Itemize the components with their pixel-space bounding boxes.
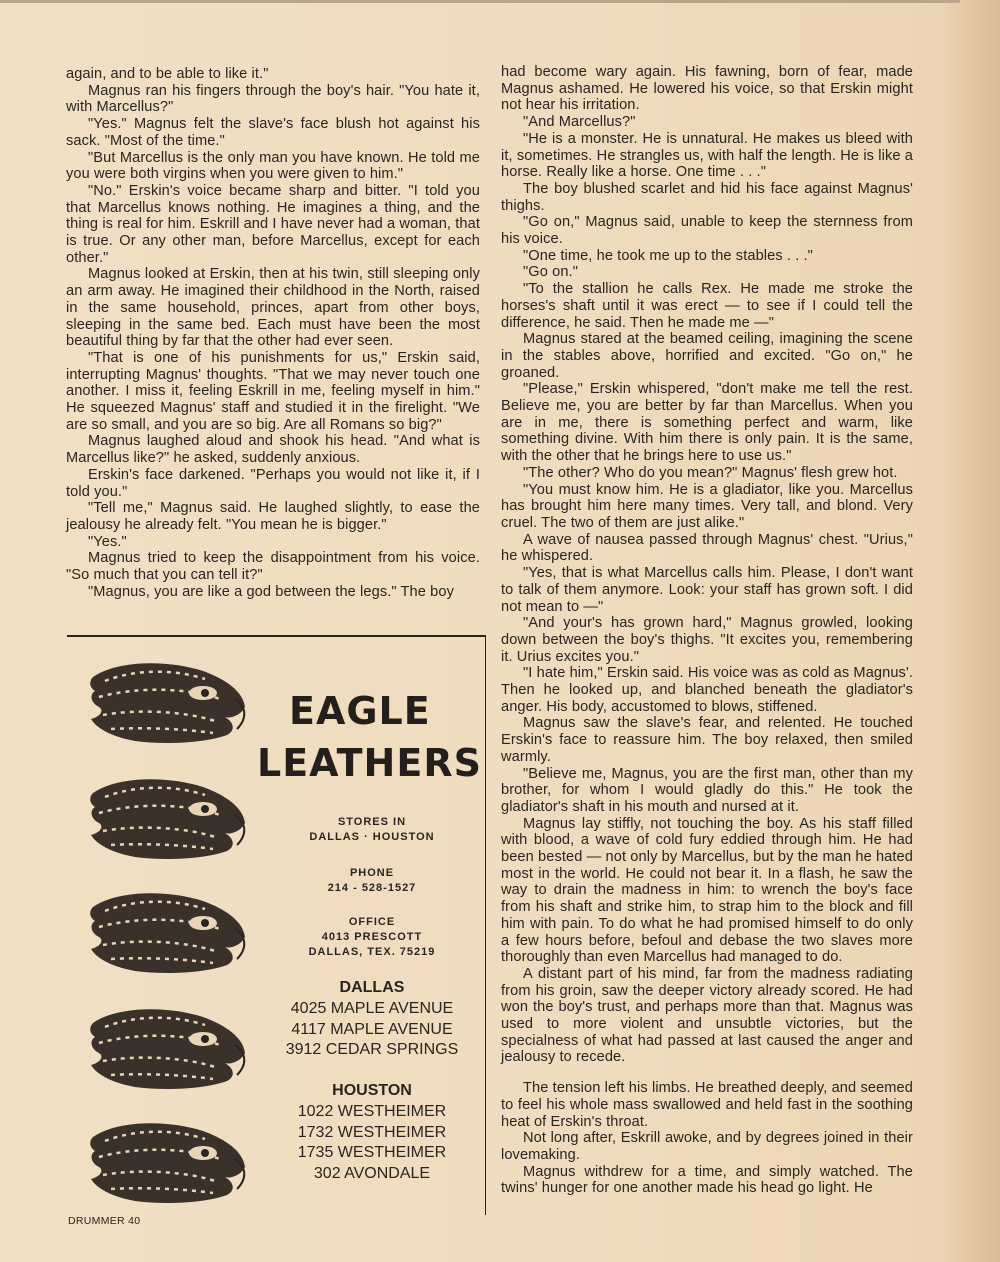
paragraph: "Tell me," Magnus said. He laughed slightly, to ease the jealousy he already felt. "You mean he is bigger." (66, 500, 480, 533)
paragraph: "Magnus, you are like a god between the legs." The boy (88, 583, 454, 600)
paragraph: "Go on." (523, 264, 578, 281)
office-label: OFFICE (348, 916, 396, 928)
eagle-head-icon (85, 887, 250, 977)
ad-title-leathers: LEATHERS (257, 741, 482, 785)
paragraph: Magnus saw the slave's fear, and relented. He touched Erskin's face to reassure him. The boy relaxed, then smiled warmly. (501, 715, 913, 765)
paragraph: "But Marcellus is the only man you have known. He told me you were both virgins when you were given to him." (66, 149, 480, 183)
address-line: 4025 MAPLE AVENUE (290, 1000, 454, 1017)
phone-number: 214 - 528-1527 (327, 882, 417, 894)
eagle-head-icon (85, 773, 250, 863)
address-line: 302 AVONDALE (313, 1164, 431, 1182)
paragraph: "You must know him. He is a gladiator, like you. Marcellus has brought him here many times. Very tall, and blond. Very cruel. The two of them are just alike." (501, 481, 913, 531)
dallas-heading: DALLAS (339, 979, 405, 996)
eagle-leathers-advertisement (67, 635, 486, 1215)
office-street: 4013 PRESCOTT (321, 931, 423, 943)
ad-title-eagle: EAGLE (289, 689, 431, 733)
paragraph: again, and to be able to like it." (66, 66, 269, 82)
paragraph: Not long after, Eskrill awoke, and by degrees joined in their lovemaking. (501, 1130, 913, 1163)
office-city: DALLAS, TEX. 75219 (308, 946, 436, 958)
address-line: 4117 MAPLE AVENUE (291, 1020, 453, 1038)
paragraph: Magnus looked at Erskin, then at his twin, still sleeping only an arm away. He imagined their childhood in the North, raised in the same household, princes, apart from other boys, sleeping in the same bed. Each must have been the most beautiful thing by far that the other had ever seen. (66, 266, 480, 350)
left-text-column (66, 66, 480, 601)
paragraph: Magnus withdrew for a time, and simply watched. The twins' hunger for one another made his head go light. He (501, 1163, 913, 1197)
paragraph: A wave of nausea passed through Magnus' chest. "Urius," he whispered. (501, 531, 913, 565)
address-line: 1735 WESTHEIMER (297, 1144, 447, 1161)
houston-heading: HOUSTON (332, 1082, 412, 1099)
paragraph: The tension left his limbs. He breathed deeply, and seemed to feel his whole mass swallowed and held fast in the soothing heat of Erskin's throat. (501, 1080, 913, 1130)
paragraph: "I hate him," Erskin said. His voice was as cold as Magnus'. Then he looked up, and blanched beneath the gladiator's anger. His body, accustomed to blows, stiffened. (501, 665, 913, 715)
phone-label: PHONE (349, 867, 395, 879)
eagle-head-icon (85, 657, 250, 747)
address-line: 1732 WESTHEIMER (297, 1123, 447, 1141)
paragraph: "Believe me, Magnus, you are the first man, other than my brother, for whom I would gladly do this." He took the gladiator's shaft in his mouth and nursed at it. (501, 765, 913, 815)
paragraph: "He is a monster. He is unnatural. He makes us bleed with it, sometimes. He strangles us, with half the length. He is like a horse. Really like a horse. One time . . ." (501, 130, 913, 181)
eagle-head-icon (85, 1003, 250, 1093)
paragraph: "And your's has grown hard," Magnus growled, looking down between the boy's thighs. "It excites you, remembering it. Urius excites you." (501, 615, 913, 665)
address-line: 3912 CEDAR SPRINGS (285, 1041, 459, 1058)
stores-label: STORES IN (337, 816, 407, 828)
paragraph: "The other? Who do you mean?" Magnus' flesh grew hot. (523, 464, 898, 481)
paragraph: "Yes." Magnus felt the slave's face blush hot against his sack. "Most of the time." (66, 116, 480, 149)
paragraph: "That is one of his punishments for us," Erskin said, interrupting Magnus' thoughts. "That we may never touch one another. I miss it, feeling Eskrill in me, feeling myself in him." He squeezed Magnus' staff and studied it in the firelight. "We are so small, and you are so big. Are all Romans so big?" (66, 349, 480, 433)
paragraph: "Please," Erskin whispered, "don't make me tell the rest. Believe me, you are better by far than Marcellus. When you are in me, there is something perfect and warm, like something divine. With him there is only pain. It is the same, with the other that he brings here to use us." (501, 381, 913, 465)
paragraph: "Yes." (88, 533, 127, 550)
paragraph: "One time, he took me up to the stables . . ." (523, 247, 813, 264)
page-folio: DRUMMER 40 (68, 1215, 141, 1227)
stores-cities: DALLAS · HOUSTON (309, 831, 435, 843)
paragraph: A distant part of his mind, far from the madness radiating from his groin, saw the deeper victory already scored. He had won the boy's trust, and perhaps more than that. Magnus was used to more violent and unsubtle victories, but the specialness of what had passed at last caused the anger and jealousy to recede. (501, 965, 913, 1066)
top-rule (0, 0, 960, 3)
paragraph: Magnus lay stiffly, not touching the boy. As his staff filled with blood, a wave of cold fury eddied through him. He had been bested — not only by Marcellus, but by the man he hated most in the world. He could not bear it. In a flash, he saw the way to drain the madness in him: to wrench the boy's face from his shaft and strike him, to strap him to the block and fill him with pain. To do what he had promised himself to do only a few hours before, befoul and debase the two slaves more thoroughly than even Marcellus had managed to do. (501, 815, 913, 966)
paragraph: "Yes, that is what Marcellus calls him. Please, I don't want to talk of them anymore. Look: your staff has grown soft. I did not mean to —" (501, 565, 913, 615)
paragraph: The boy blushed scarlet and hid his face against Magnus' thighs. (501, 180, 913, 214)
houston-address-list (267, 1102, 477, 1184)
paragraph: "To the stallion he calls Rex. He made me stroke the horses's shaft until it was erect — to see if I could tell the difference, he said. Then he made me —" (501, 281, 913, 331)
address-line: 1022 WESTHEIMER (297, 1103, 447, 1120)
paragraph: Erskin's face darkened. "Perhaps you would not like it, if I told you." (66, 466, 480, 500)
paragraph: had become wary again. His fawning, born of fear, made Magnus ashamed. He lowered his voice, so that Erskin might not hear his irritation. (501, 64, 913, 114)
paragraph: Magnus laughed aloud and shook his head. "And what is Marcellus like?" he asked, suddenly anxious. (66, 433, 480, 467)
paragraph: "No." Erskin's voice became sharp and bitter. "I told you that Marcellus knows nothing. He imagines a thing, and the thing is real for him. Eskrill and I have never had a woman, that is true. Or any other man, before Marcellus, except for each other." (66, 182, 480, 266)
paragraph: Magnus stared at the beamed ceiling, imagining the scene in the stables above, horrified and excited. "Go on," he groaned. (501, 331, 913, 381)
paragraph: Magnus ran his fingers through the boy's hair. "You hate it, with Marcellus?" (66, 82, 480, 116)
dallas-address-list (267, 999, 477, 1061)
paragraph: Magnus tried to keep the disappointment from his voice. "So much that you can tell it?" (66, 550, 480, 584)
paragraph: "Go on," Magnus said, unable to keep the sternness from his voice. (501, 214, 913, 248)
right-text-column (501, 64, 913, 1197)
eagle-head-icon (85, 1117, 250, 1207)
paragraph: "And Marcellus?" (523, 114, 636, 131)
